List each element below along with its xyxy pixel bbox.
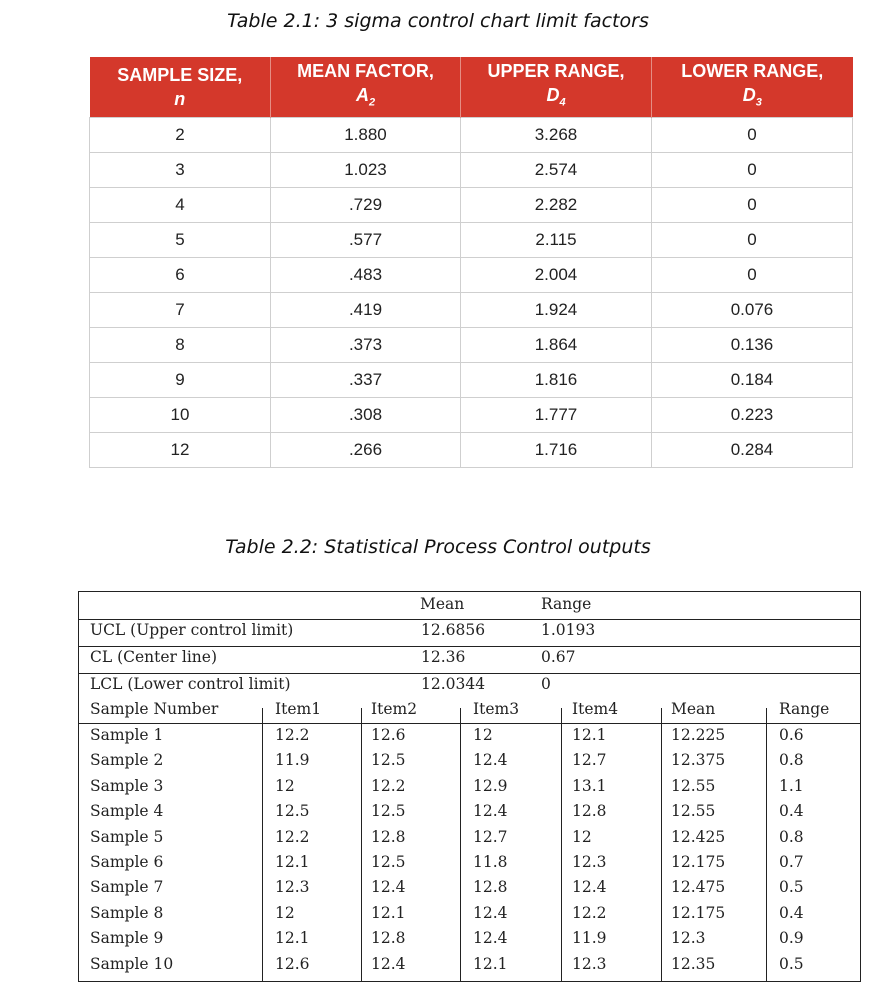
divider [460,708,461,981]
table-cell: 2.115 [461,223,652,258]
summary-mean-header: Mean [420,595,465,613]
sample-label: Sample 1 [90,726,164,744]
table-cell: 12.5 [371,802,406,821]
table-cell: 12.1 [572,726,607,744]
header-upper-range [461,57,652,118]
table-cell: 12.175 [671,853,726,871]
table-cell: 2.282 [461,188,652,223]
header-lower-range-symbol: D [742,85,756,106]
table-cell: .483 [271,258,461,293]
divider [262,708,263,981]
table-cell: 12.7 [572,751,607,770]
table-cell: 1.924 [461,293,652,328]
divider [766,708,767,981]
divider [79,723,860,724]
divider [561,708,562,981]
table-cell: 12.4 [473,802,508,821]
table-cell: 12.8 [473,878,508,897]
table-row [90,363,853,398]
table-cell: 1.777 [461,398,652,433]
table-cell: 12.1 [371,903,406,922]
summary-mean-value: 12.0344 [421,675,486,693]
table-cell: 1.816 [461,363,652,398]
table-cell: 0 [652,118,853,153]
table-cell: 12.55 [671,802,716,821]
table-cell: 0.284 [652,433,853,468]
table-cell: 12 [473,726,493,744]
table-cell: 12.3 [572,853,607,871]
table-row [90,118,853,153]
table-cell: 0.6 [779,726,804,744]
header-mean-factor-subscript: 2 [368,96,376,109]
table-cell: 12.425 [671,827,726,846]
table-cell: 0.4 [779,903,804,922]
divider [79,619,860,620]
table-cell: 12.225 [671,726,726,744]
table-row [90,398,853,433]
table-cell: 12.6 [275,954,310,973]
table-cell: 4 [90,188,271,223]
table-cell: 12.175 [671,903,726,922]
table-row [90,328,853,363]
summary-range-value: 0 [541,675,551,693]
sample-label: Sample 9 [90,929,164,948]
table-cell: 12.375 [671,751,726,770]
table-cell: 0 [652,258,853,293]
table2-caption: Table 2.2: Statistical Process Control outputs [225,536,651,558]
table-cell: .308 [271,398,461,433]
table-cell: 13.1 [572,776,607,795]
table-cell: 12.3 [671,929,706,948]
table-cell: 1.716 [461,433,652,468]
table-cell: 12 [90,433,271,468]
divider [79,646,860,647]
header-sample-size-label: SAMPLE SIZE, [117,65,243,85]
sample-label: Sample 4 [90,802,164,821]
sample-label: Sample 8 [90,903,164,922]
column-header: Range [779,700,830,718]
table-cell: 12.5 [275,802,310,821]
sample-label: Sample 2 [90,751,164,770]
divider [79,673,860,674]
table-cell: .577 [271,223,461,258]
table-cell: 12.8 [572,802,607,821]
table-cell: 2.574 [461,153,652,188]
header-upper-range-subscript: 4 [559,96,566,109]
table-cell: 11.8 [473,853,508,871]
table-cell: 1.864 [461,328,652,363]
table-cell: 1.023 [271,153,461,188]
table1-header-row [90,57,853,118]
table-cell: 12.4 [371,954,406,973]
table-cell: 12.1 [275,929,310,948]
table-cell: 0.8 [779,827,804,846]
table-cell: 12.7 [473,827,508,846]
header-mean-factor-symbol: A [355,85,369,106]
table-row [90,293,853,328]
header-lower-range [652,57,853,118]
summary-label: LCL (Lower control limit) [90,675,291,693]
control-limit-factors-table [89,57,853,468]
table-row [90,223,853,258]
table-cell: 12.5 [371,751,406,770]
table-cell: 12.3 [275,878,310,897]
table-cell: 12.8 [371,827,406,846]
spc-outputs-table [78,591,861,982]
header-mean-factor-label: MEAN FACTOR, [297,61,434,82]
table-cell: 0.076 [652,293,853,328]
table-cell: 2 [90,118,271,153]
table-cell: 12.4 [371,878,406,897]
header-upper-range-label: UPPER RANGE, [487,61,625,82]
table-cell: 12.2 [275,827,310,846]
table-cell: 12.4 [473,929,508,948]
table-row [90,153,853,188]
column-header: Item2 [371,700,418,718]
table-cell: 0.7 [779,853,804,871]
summary-mean-value: 12.6856 [421,621,486,639]
table-cell: 1.1 [779,776,804,795]
summary-range-value: 0.67 [541,648,576,666]
table-cell: .419 [271,293,461,328]
table-cell: 12.1 [275,853,310,871]
table-cell: 6 [90,258,271,293]
header-lower-range-subscript: 3 [755,96,762,109]
table-cell: 7 [90,293,271,328]
table-cell: 0.223 [652,398,853,433]
table-cell: .729 [271,188,461,223]
table-row [90,258,853,293]
divider [361,708,362,981]
sample-label: Sample 5 [90,827,164,846]
table-cell: 0 [652,188,853,223]
table-cell: 12.475 [671,878,726,897]
header-sample-size-symbol: n [174,89,186,109]
table-cell: 12.5 [371,853,406,871]
column-header: Item4 [572,700,619,718]
summary-label: UCL (Upper control limit) [90,621,294,639]
table-cell: 3.268 [461,118,652,153]
sample-label: Sample 3 [90,776,164,795]
table-cell: 12.4 [473,903,508,922]
table-cell: 11.9 [572,929,607,948]
table-cell: 0.9 [779,929,804,948]
header-lower-range-label: LOWER RANGE, [681,61,824,82]
table-cell: 12 [572,827,592,846]
table-cell: 10 [90,398,271,433]
header-mean-factor [271,57,461,118]
table-cell: 12.8 [371,929,406,948]
table-cell: 12.55 [671,776,716,795]
table-cell: 12.1 [473,954,508,973]
column-header: Item1 [275,700,322,718]
table-cell: 12.4 [473,751,508,770]
table-cell: 5 [90,223,271,258]
table-cell: 8 [90,328,271,363]
table-cell: 12.6 [371,726,406,744]
column-header: Mean [671,700,716,718]
table-cell: 0.4 [779,802,804,821]
table1-caption: Table 2.1: 3 sigma control chart limit factors [227,10,649,32]
column-header: Item3 [473,700,520,718]
table-cell: 12.2 [572,903,607,922]
header-sample-size [90,57,271,118]
table-cell: .373 [271,328,461,363]
summary-label: CL (Center line) [90,648,217,666]
table-cell: 12.3 [572,954,607,973]
sample-label: Sample 6 [90,853,164,871]
table-cell: 0.8 [779,751,804,770]
table-cell: 12 [275,903,295,922]
table-cell: 12.9 [473,776,508,795]
table-row [90,433,853,468]
table-cell: 12 [275,776,295,795]
table-cell: 12.2 [371,776,406,795]
table-cell: .337 [271,363,461,398]
summary-range-value: 1.0193 [541,621,596,639]
summary-mean-value: 12.36 [421,648,466,666]
sample-label: Sample 10 [90,954,174,973]
table-cell: 0 [652,153,853,188]
table-cell: .266 [271,433,461,468]
header-upper-range-symbol: D [546,85,560,106]
table-cell: 0.136 [652,328,853,363]
table-cell: 2.004 [461,258,652,293]
summary-range-header: Range [541,595,592,613]
table-cell: 9 [90,363,271,398]
table-cell: 0.5 [779,954,804,973]
column-header: Sample Number [90,700,219,718]
table-cell: 1.880 [271,118,461,153]
divider [661,708,662,981]
table-cell: 0.5 [779,878,804,897]
table-cell: 12.2 [275,726,310,744]
table-cell: 0 [652,223,853,258]
table-cell: 0.184 [652,363,853,398]
table-cell: 11.9 [275,751,310,770]
table-cell: 3 [90,153,271,188]
table-row [90,188,853,223]
sample-label: Sample 7 [90,878,164,897]
table-cell: 12.4 [572,878,607,897]
table-cell: 12.35 [671,954,716,973]
